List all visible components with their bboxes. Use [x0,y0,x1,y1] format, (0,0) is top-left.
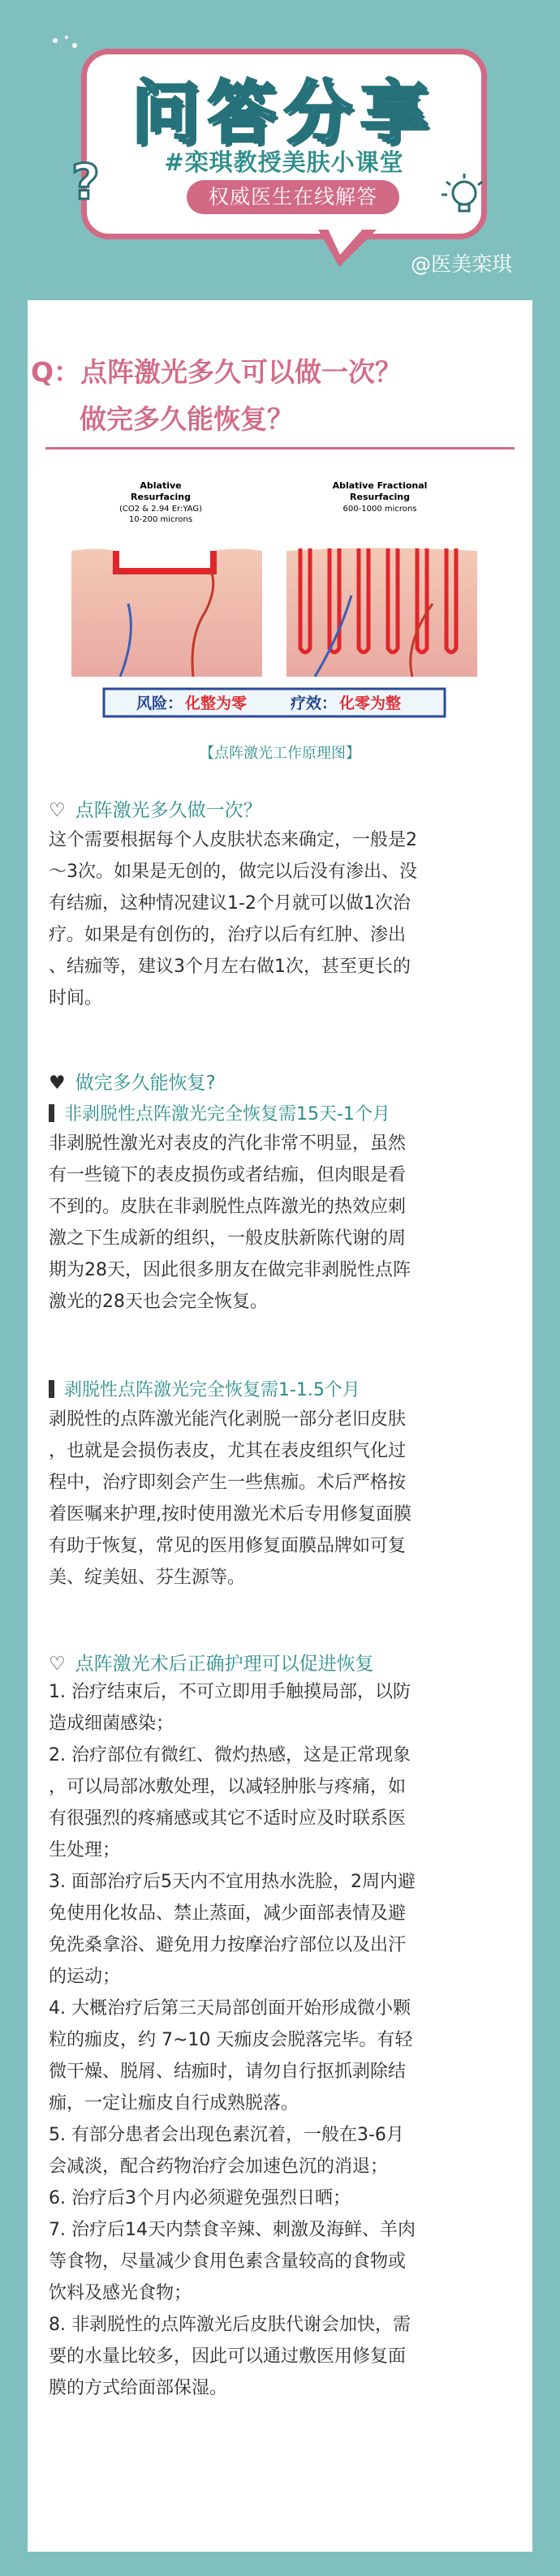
page-subtitle: #栾琪教授美肤小课堂 [164,148,404,176]
sparkle-icon [49,32,81,57]
legend-risk-value: 化整为零 [185,695,248,712]
section-1-heading: ♡ 点阵激光多久做一次？ [49,800,262,821]
heart-filled-icon: ♥ [49,1073,66,1094]
diagram-caption: 【点阵激光工作原理图】 [200,745,360,762]
bar-marker-icon [49,1380,54,1398]
speech-tail-inner [327,227,364,255]
title-divider [45,447,515,449]
left-subtitle: (CO2 & 2.94 Er:YAG) [119,505,202,514]
heart-outline-icon: ♡ [49,1654,66,1675]
section-3-heading: ♡ 点阵激光术后正确护理可以促进恢复 [49,1654,374,1675]
subsection-1-body: 非剥脱性激光对表皮的汽化非常不明显，虽然 有一些镜下的表皮损伤或者结痂，但肉眼是看 不到的。皮肤在非剥脱性点阵激光的热效应刺 激之下生成新的组织，一般皮肤新陈代谢的周 期为28天，因此很多朋友在做完非剥脱性点阵 激光的28天也会完全恢复。 [49,1133,411,1312]
legend-risk-label: 风险： [136,695,183,712]
section-1-body: 这个需要根据每个人皮肤状态来确定，一般是2 ～3次。如果是无创的，做完以后没有渗出、没 有结痂，这种情况建议1-2个月就可以做1次治 疗。如果是有创伤的，治疗以后有红肿、渗出 、结痂等，建议3个月左右做1次，甚至更长的 时间。 [49,830,417,1008]
heart-outline-icon: ♡ [49,800,66,821]
question-line-1: Q：点阵激光多久可以做一次？ [31,356,403,388]
right-subtitle: 600-1000 microns [342,505,417,514]
section-2-heading: ♥ 做完多久能恢复? [49,1073,216,1094]
legend-effect-value: 化零为整 [339,695,402,712]
subsection-2-heading: 剥脱性点阵激光完全恢复需1-1.5个月 [49,1376,360,1401]
section-3-body: 1. 治疗结束后，不可立即用手触摸局部，以防 造成细菌感染； 2. 治疗部位有微红、微灼热感，这是正常现象 ，可以局部冰敷处理，以减轻肿胀与疼痛，如 有很强烈的疼痛感或其它不适时应及时联系医 生处理； 3. 面部治疗后5天内不宜用热水洗脸，2周内避 免使用化妆品、禁止蒸面，减少面部表情及避 免洗桑拿浴、避免用力按摩治疗部位以及出汗 的运动； 4. 大概治疗后第三天局部创面开始形成微小颗 粒的痂皮，约 7~10 天痂皮会脱落完毕。有轻 微干燥、脱屑、结痂时，请勿自行抠抓剥除结 痂，一定让痂皮自行成熟脱落。 5. 有部分患者会出现色素沉着，一般在3-6月 会减淡，配合药物治疗会加速色沉的消退； 6. 治疗后3个月内必须避免强烈日晒； 7. 治疗后14天内禁食辛辣、刺激及海鲜、羊肉 等食物，尽量减少食用色素含量较高的食物或 饮料及感光食物； 8. 非剥脱性的点阵激光后皮肤代谢会加快，需 要的水量比较多，因此可以通过敷医用修复面 膜的方式给面部保湿。 [49,1682,416,2398]
left-subtitle-2: 10-200 microns [128,515,193,524]
subsection-1-heading: 非剥脱性点阵激光完全恢复需15天-1个月 [49,1100,390,1125]
subsection-2-body: 剥脱性的点阵激光能汽化剥脱一部分老旧皮肤 ，也就是会损伤表皮，尤其在表皮组织气化过 程中，治疗即刻会产生一些焦痂。术后严格按 着医嘱来护理,按时使用激光术后专用修复面膜 有助于恢复，常见的医用修复面膜品牌如可复 美、绽美妞、芬生源等。 [49,1409,411,1588]
header [0,0,560,276]
legend-effect-label: 疗效： [291,695,338,712]
left-title: Ablative [140,480,182,491]
laser-diagram [71,474,477,725]
question-title [31,349,534,443]
author-handle: @医美栾琪 [411,252,513,276]
left-title-2: Resurfacing [131,492,191,502]
question-line-2: 做完多久能恢复？ [80,403,294,435]
ablative-panel [71,474,262,677]
doctor-badge: 权威医生在线解答 [187,180,399,214]
bar-marker-icon [49,1104,54,1122]
question-mark-icon: ? [71,154,100,211]
right-title: Ablative Fractional [332,480,428,491]
fractional-panel [286,474,477,677]
right-title-2: Resurfacing [350,492,410,502]
lightbulb-icon [422,170,487,219]
page-title: 问答分享 [131,73,437,153]
